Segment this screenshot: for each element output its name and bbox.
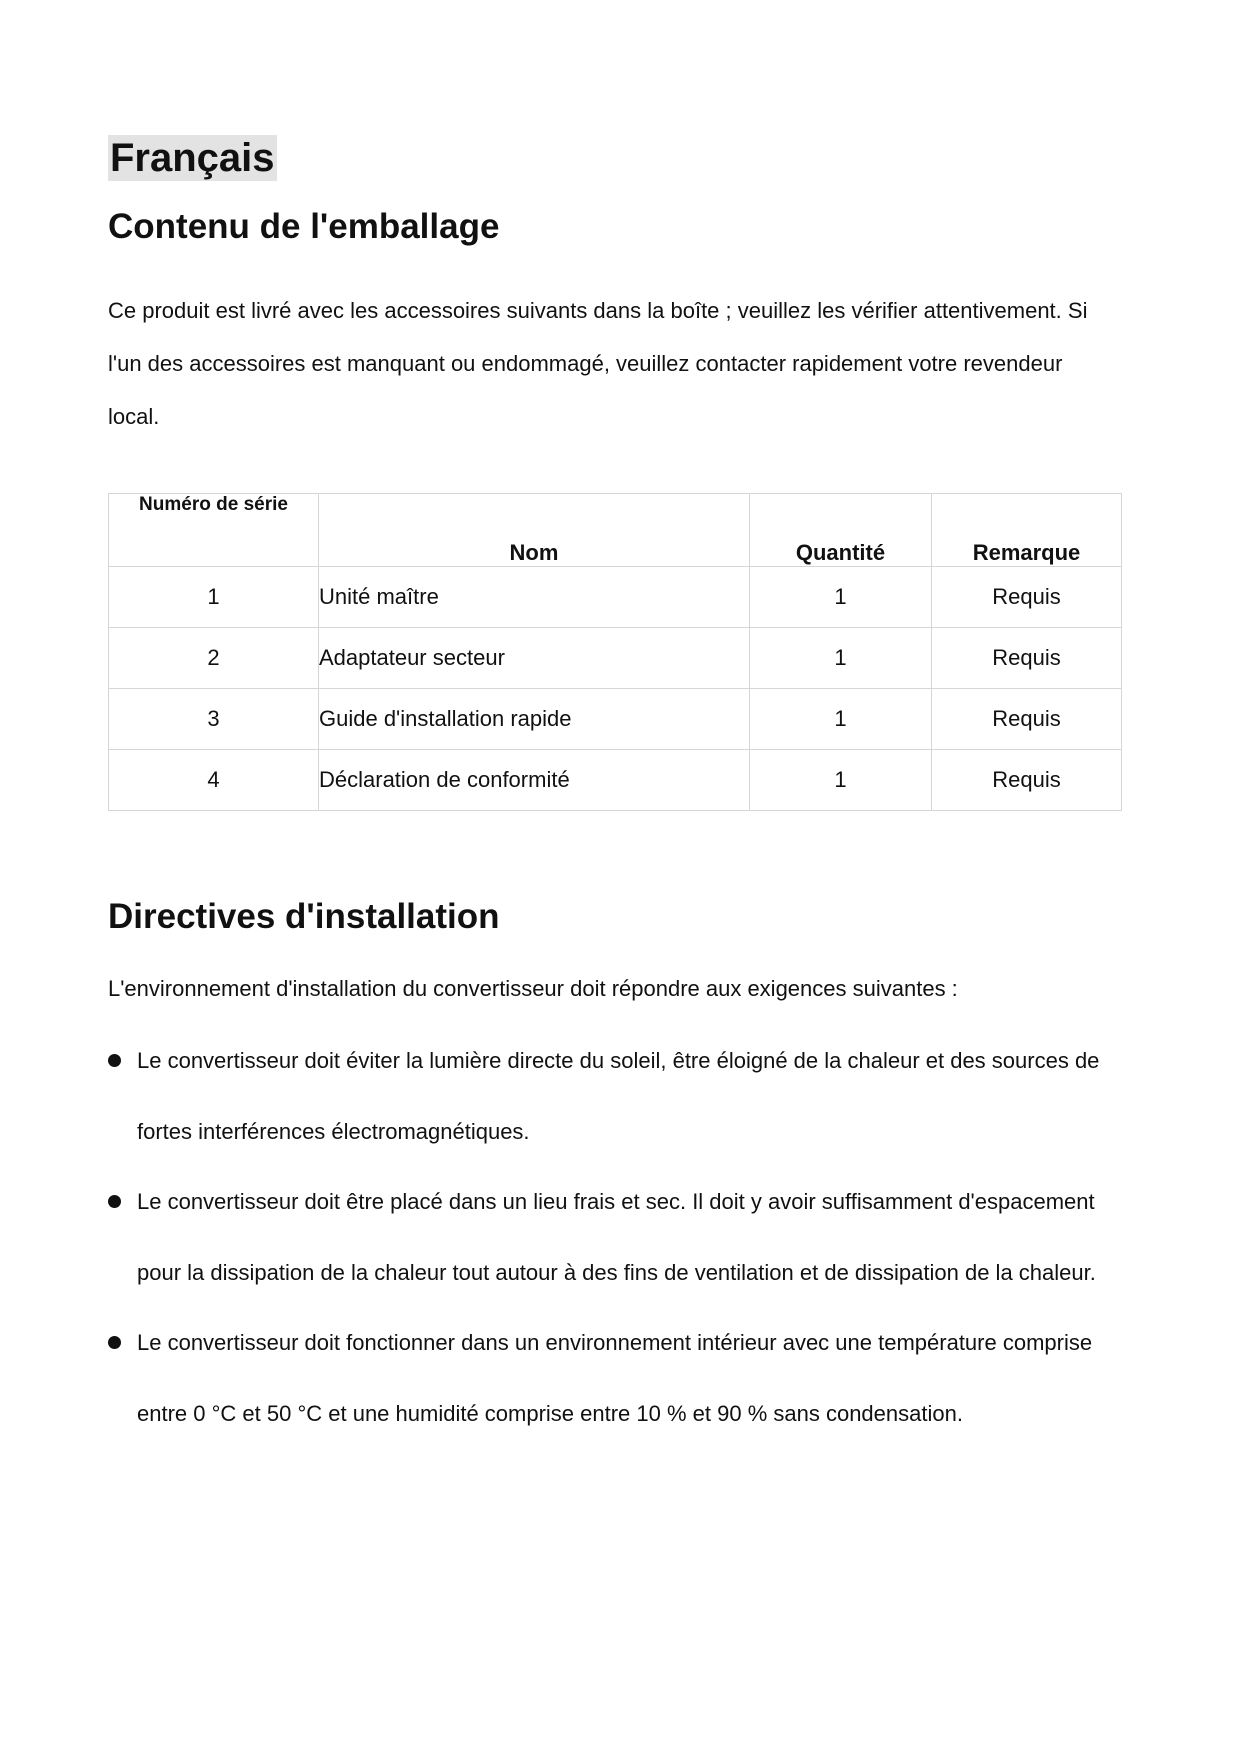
installation-requirements-intro: L'environnement d'installation du convertisseur doit répondre aux exigences suivantes : xyxy=(108,976,958,1001)
list-item xyxy=(108,1167,1138,1308)
table-row xyxy=(109,689,1122,750)
package-contents-title: Contenu de l'emballage xyxy=(108,207,500,246)
cell-quantity: 1 xyxy=(750,567,932,628)
cell-remark: Requis xyxy=(932,689,1122,750)
cell-serial: 4 xyxy=(109,750,319,811)
installation-guidelines-title: Directives d'installation xyxy=(108,897,500,936)
cell-serial: 1 xyxy=(109,567,319,628)
cell-serial: 3 xyxy=(109,689,319,750)
bullet-icon xyxy=(108,1054,121,1067)
header-serial-number: Numéro de série xyxy=(109,494,319,567)
table-row xyxy=(109,628,1122,689)
list-item-text: Le convertisseur doit fonctionner dans un environnement intérieur avec une température comprise entre 0 °C et 50 °C et une humidité comprise entre 10 % et 90 % sans condensation. xyxy=(137,1330,1093,1426)
package-contents-table xyxy=(108,493,1122,811)
header-name: Nom xyxy=(319,494,750,567)
cell-remark: Requis xyxy=(932,567,1122,628)
cell-quantity: 1 xyxy=(750,689,932,750)
cell-quantity: 1 xyxy=(750,750,932,811)
language-title: Français xyxy=(110,136,275,180)
table-header-row xyxy=(109,494,1122,567)
bullet-icon xyxy=(108,1195,121,1208)
cell-quantity: 1 xyxy=(750,628,932,689)
list-item-text: Le convertisseur doit être placé dans un lieu frais et sec. Il doit y avoir suffisamment d'espacement pour la dissipation de la chaleur tout autour à des fins de ventilation et de dissipation de la chaleur. xyxy=(137,1189,1096,1285)
cell-name: Déclaration de conformité xyxy=(319,750,750,811)
list-item xyxy=(108,1026,1138,1167)
cell-name: Guide d'installation rapide xyxy=(319,689,750,750)
bullet-icon xyxy=(108,1336,121,1349)
table-row xyxy=(109,750,1122,811)
cell-serial: 2 xyxy=(109,628,319,689)
cell-name: Unité maître xyxy=(319,567,750,628)
header-remark: Remarque xyxy=(932,494,1122,567)
list-item xyxy=(108,1308,1138,1449)
cell-remark: Requis xyxy=(932,628,1122,689)
cell-remark: Requis xyxy=(932,750,1122,811)
list-item-text: Le convertisseur doit éviter la lumière directe du soleil, être éloigné de la chaleur et des sources de fortes interférences électromagnétiques. xyxy=(137,1048,1100,1144)
header-quantity: Quantité xyxy=(750,494,932,567)
cell-name: Adaptateur secteur xyxy=(319,628,750,689)
table-row xyxy=(109,567,1122,628)
package-intro-paragraph: Ce produit est livré avec les accessoires suivants dans la boîte ; veuillez les vérifier attentivement. Si l'un des accessoires est manquant ou endommagé, veuillez contacter rapidement votre revendeur local. xyxy=(108,298,1088,429)
installation-requirements-list xyxy=(108,1026,1138,1449)
